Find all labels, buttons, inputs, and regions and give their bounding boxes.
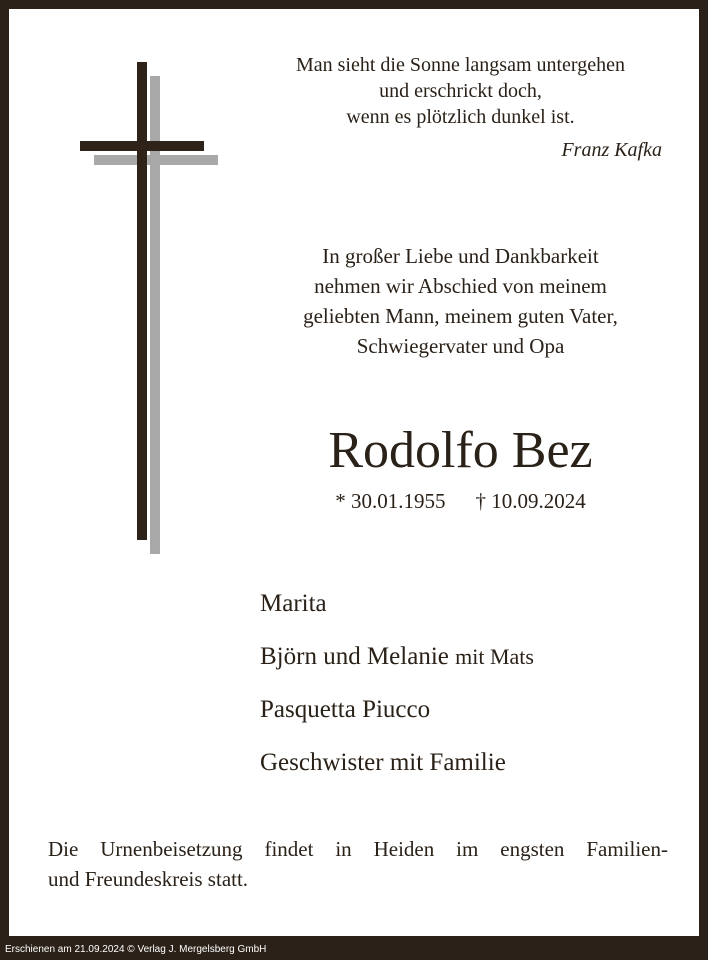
obituary-card	[9, 9, 699, 936]
mourner	[260, 639, 534, 692]
mourner	[260, 745, 534, 798]
birth-date: * 30.01.1955	[335, 489, 446, 513]
mourners-list	[260, 586, 534, 798]
mourner-name: Pasquetta Piucco	[260, 696, 431, 723]
notice-line: und Freundeskreis statt.	[48, 867, 249, 891]
mourner	[260, 586, 534, 639]
intro-text	[239, 241, 682, 361]
intro-line: In großer Liebe und Dankbarkeit	[322, 244, 599, 268]
death-date: † 10.09.2024	[475, 489, 586, 513]
mourner-suffix: mit Mats	[455, 644, 534, 669]
intro-line: nehmen wir Abschied von meinem	[314, 274, 607, 298]
poem-line: Man sieht die Sonne langsam untergehen	[295, 54, 625, 76]
cross-beam-vertical	[137, 62, 147, 540]
poem-author: Franz Kafka	[561, 139, 662, 161]
life-dates	[239, 487, 682, 515]
poem-line: wenn es plötzlich dunkel ist.	[346, 106, 575, 128]
cross-shadow-horizontal	[94, 155, 218, 165]
intro-line: geliebten Mann, meinem guten Vater,	[303, 304, 618, 328]
mourner-name: Marita	[260, 590, 327, 617]
cross-beam-horizontal	[80, 141, 204, 151]
mourner-name: Geschwister mit Familie	[260, 749, 506, 776]
notice-line: Die Urnenbeisetzung findet in Heiden im engsten Familien-	[48, 837, 668, 861]
poem-line: und erschrickt doch,	[379, 80, 542, 102]
mourner-name: Björn und Melanie	[260, 643, 449, 670]
poem	[239, 52, 682, 130]
mourner	[260, 692, 534, 745]
publication-footer: Erschienen am 21.09.2024 © Verlag J. Mergelsberg GmbH	[5, 944, 267, 955]
intro-line: Schwiegervater und Opa	[356, 334, 565, 358]
deceased-name: Rodolfo Bez	[328, 422, 593, 479]
funeral-notice	[48, 834, 668, 894]
